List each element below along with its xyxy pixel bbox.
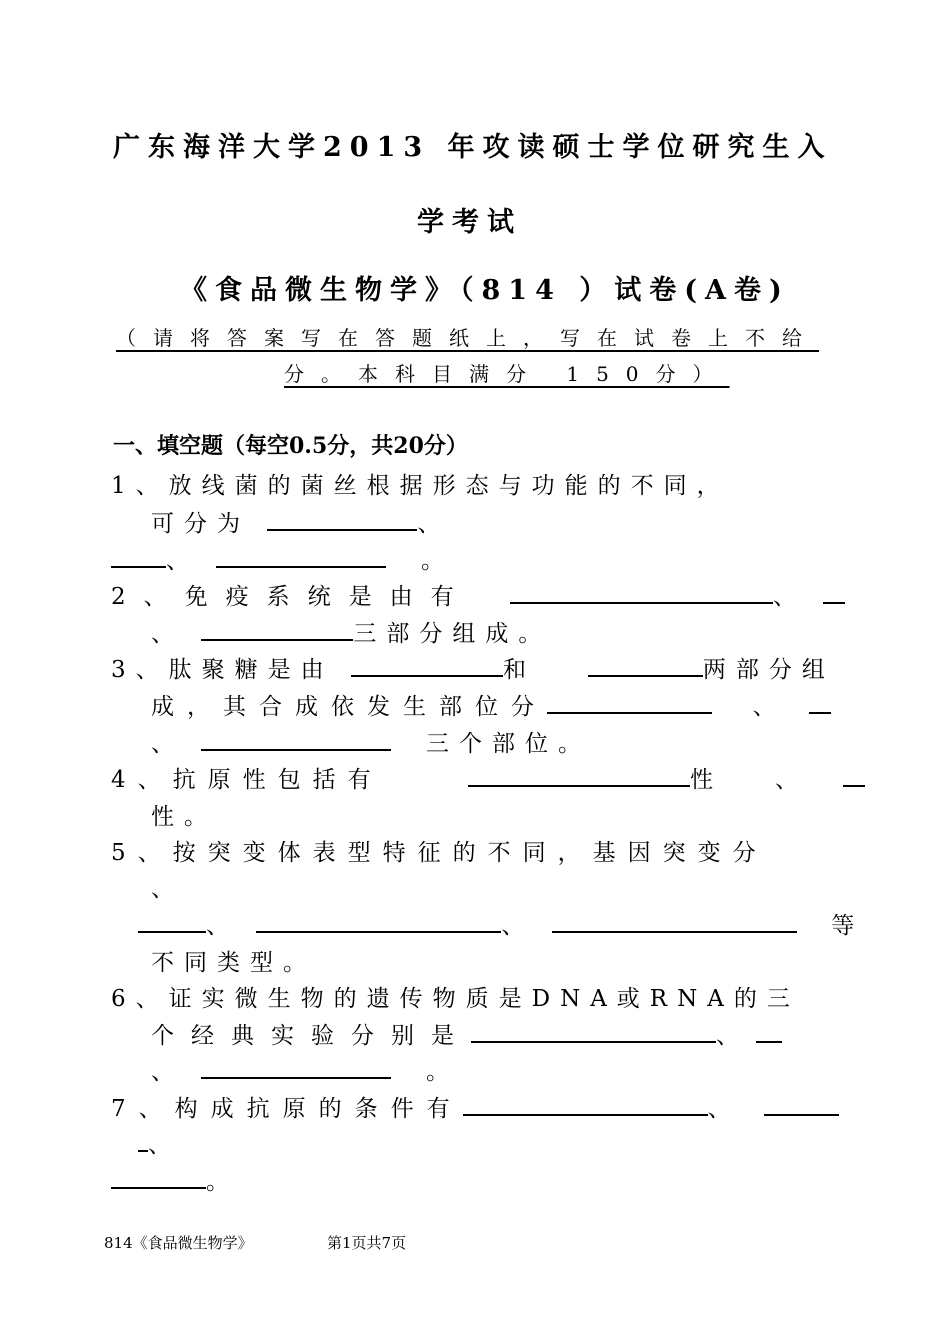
question-5-line3: 、 、 等 bbox=[138, 907, 864, 940]
answer-blank bbox=[588, 655, 703, 677]
answer-blank bbox=[201, 619, 353, 641]
answer-blank bbox=[256, 911, 501, 933]
question-2-line1-blanks: 、 bbox=[510, 578, 845, 611]
question-7-line3: 。 bbox=[111, 1163, 239, 1196]
question-2-line2: 、 三部分组成。 bbox=[151, 621, 552, 647]
question-5-line1: 5、按突变体表型特征的不同，基因突变分 bbox=[111, 840, 768, 866]
question-2-line1: 2、免疫系统是由有 bbox=[111, 584, 472, 610]
exam-title-line1: 广东海洋大学2013 年攻读硕士学位研究生入 bbox=[113, 132, 833, 163]
question-4-line2: 性。 bbox=[151, 804, 217, 830]
answer-blank bbox=[216, 546, 386, 568]
exam-subtitle: 《食品微生物学》（814 ）试卷(A卷) bbox=[180, 275, 790, 306]
question-7-line1: 7、构成抗原的条件有 、 bbox=[111, 1090, 839, 1123]
question-1-line3: 、 。 bbox=[111, 542, 454, 575]
question-3-line1: 3、肽聚糖是由 和 两部分组 bbox=[111, 657, 835, 683]
answer-blank bbox=[267, 509, 417, 531]
question-1-line1: 1、放线菌的菌丝根据形态与功能的不同， bbox=[111, 473, 730, 499]
footer-page-number: 第1页共7页 bbox=[327, 1234, 407, 1252]
question-6-line1: 6、证实微生物的遗传物质是DNA或RNA的三 bbox=[111, 986, 800, 1012]
instruction-line2: 分。本科目满分 150分） bbox=[284, 362, 730, 386]
question-4-line1-blanks: 性 、 bbox=[468, 761, 865, 794]
question-3-line3: 、 三个部位。 bbox=[151, 731, 591, 757]
question-5-line4: 不同类型。 bbox=[151, 950, 316, 976]
answer-blank bbox=[552, 911, 797, 933]
question-6-line3: 、 。 bbox=[151, 1059, 459, 1085]
exam-title-line2: 学考试 bbox=[417, 207, 522, 238]
section-heading: 一、填空题（每空0.5分，共20分） bbox=[113, 433, 468, 459]
answer-blank bbox=[756, 1021, 782, 1043]
question-7-line2: 、 bbox=[138, 1126, 181, 1159]
answer-blank bbox=[201, 729, 391, 751]
question-4-line1: 4、抗原性包括有 bbox=[111, 767, 383, 793]
question-1-line2: 可分为 、 bbox=[151, 511, 451, 537]
answer-blank bbox=[111, 1167, 206, 1189]
answer-blank bbox=[351, 655, 503, 677]
question-6-line2: 个经典实验分别是 、 bbox=[151, 1017, 782, 1050]
question-5-line2: 、 bbox=[151, 876, 184, 902]
question-3-line2: 成，其合成依发生部位分 、 bbox=[151, 688, 831, 721]
answer-blank bbox=[809, 692, 831, 714]
footer-course: 814《食品微生物学》 bbox=[104, 1234, 253, 1252]
answer-blank bbox=[510, 582, 773, 604]
answer-blank bbox=[111, 546, 166, 568]
answer-blank bbox=[471, 1021, 716, 1043]
answer-blank bbox=[843, 765, 865, 787]
answer-blank bbox=[823, 582, 845, 604]
instruction-line1: （请将答案写在答题纸上，写在试卷上不给 bbox=[116, 326, 819, 350]
answer-blank bbox=[463, 1094, 708, 1116]
answer-blank bbox=[764, 1094, 839, 1116]
answer-blank bbox=[138, 1130, 148, 1152]
answer-blank bbox=[201, 1057, 391, 1079]
answer-blank bbox=[138, 911, 206, 933]
answer-blank bbox=[547, 692, 712, 714]
answer-blank bbox=[468, 765, 690, 787]
